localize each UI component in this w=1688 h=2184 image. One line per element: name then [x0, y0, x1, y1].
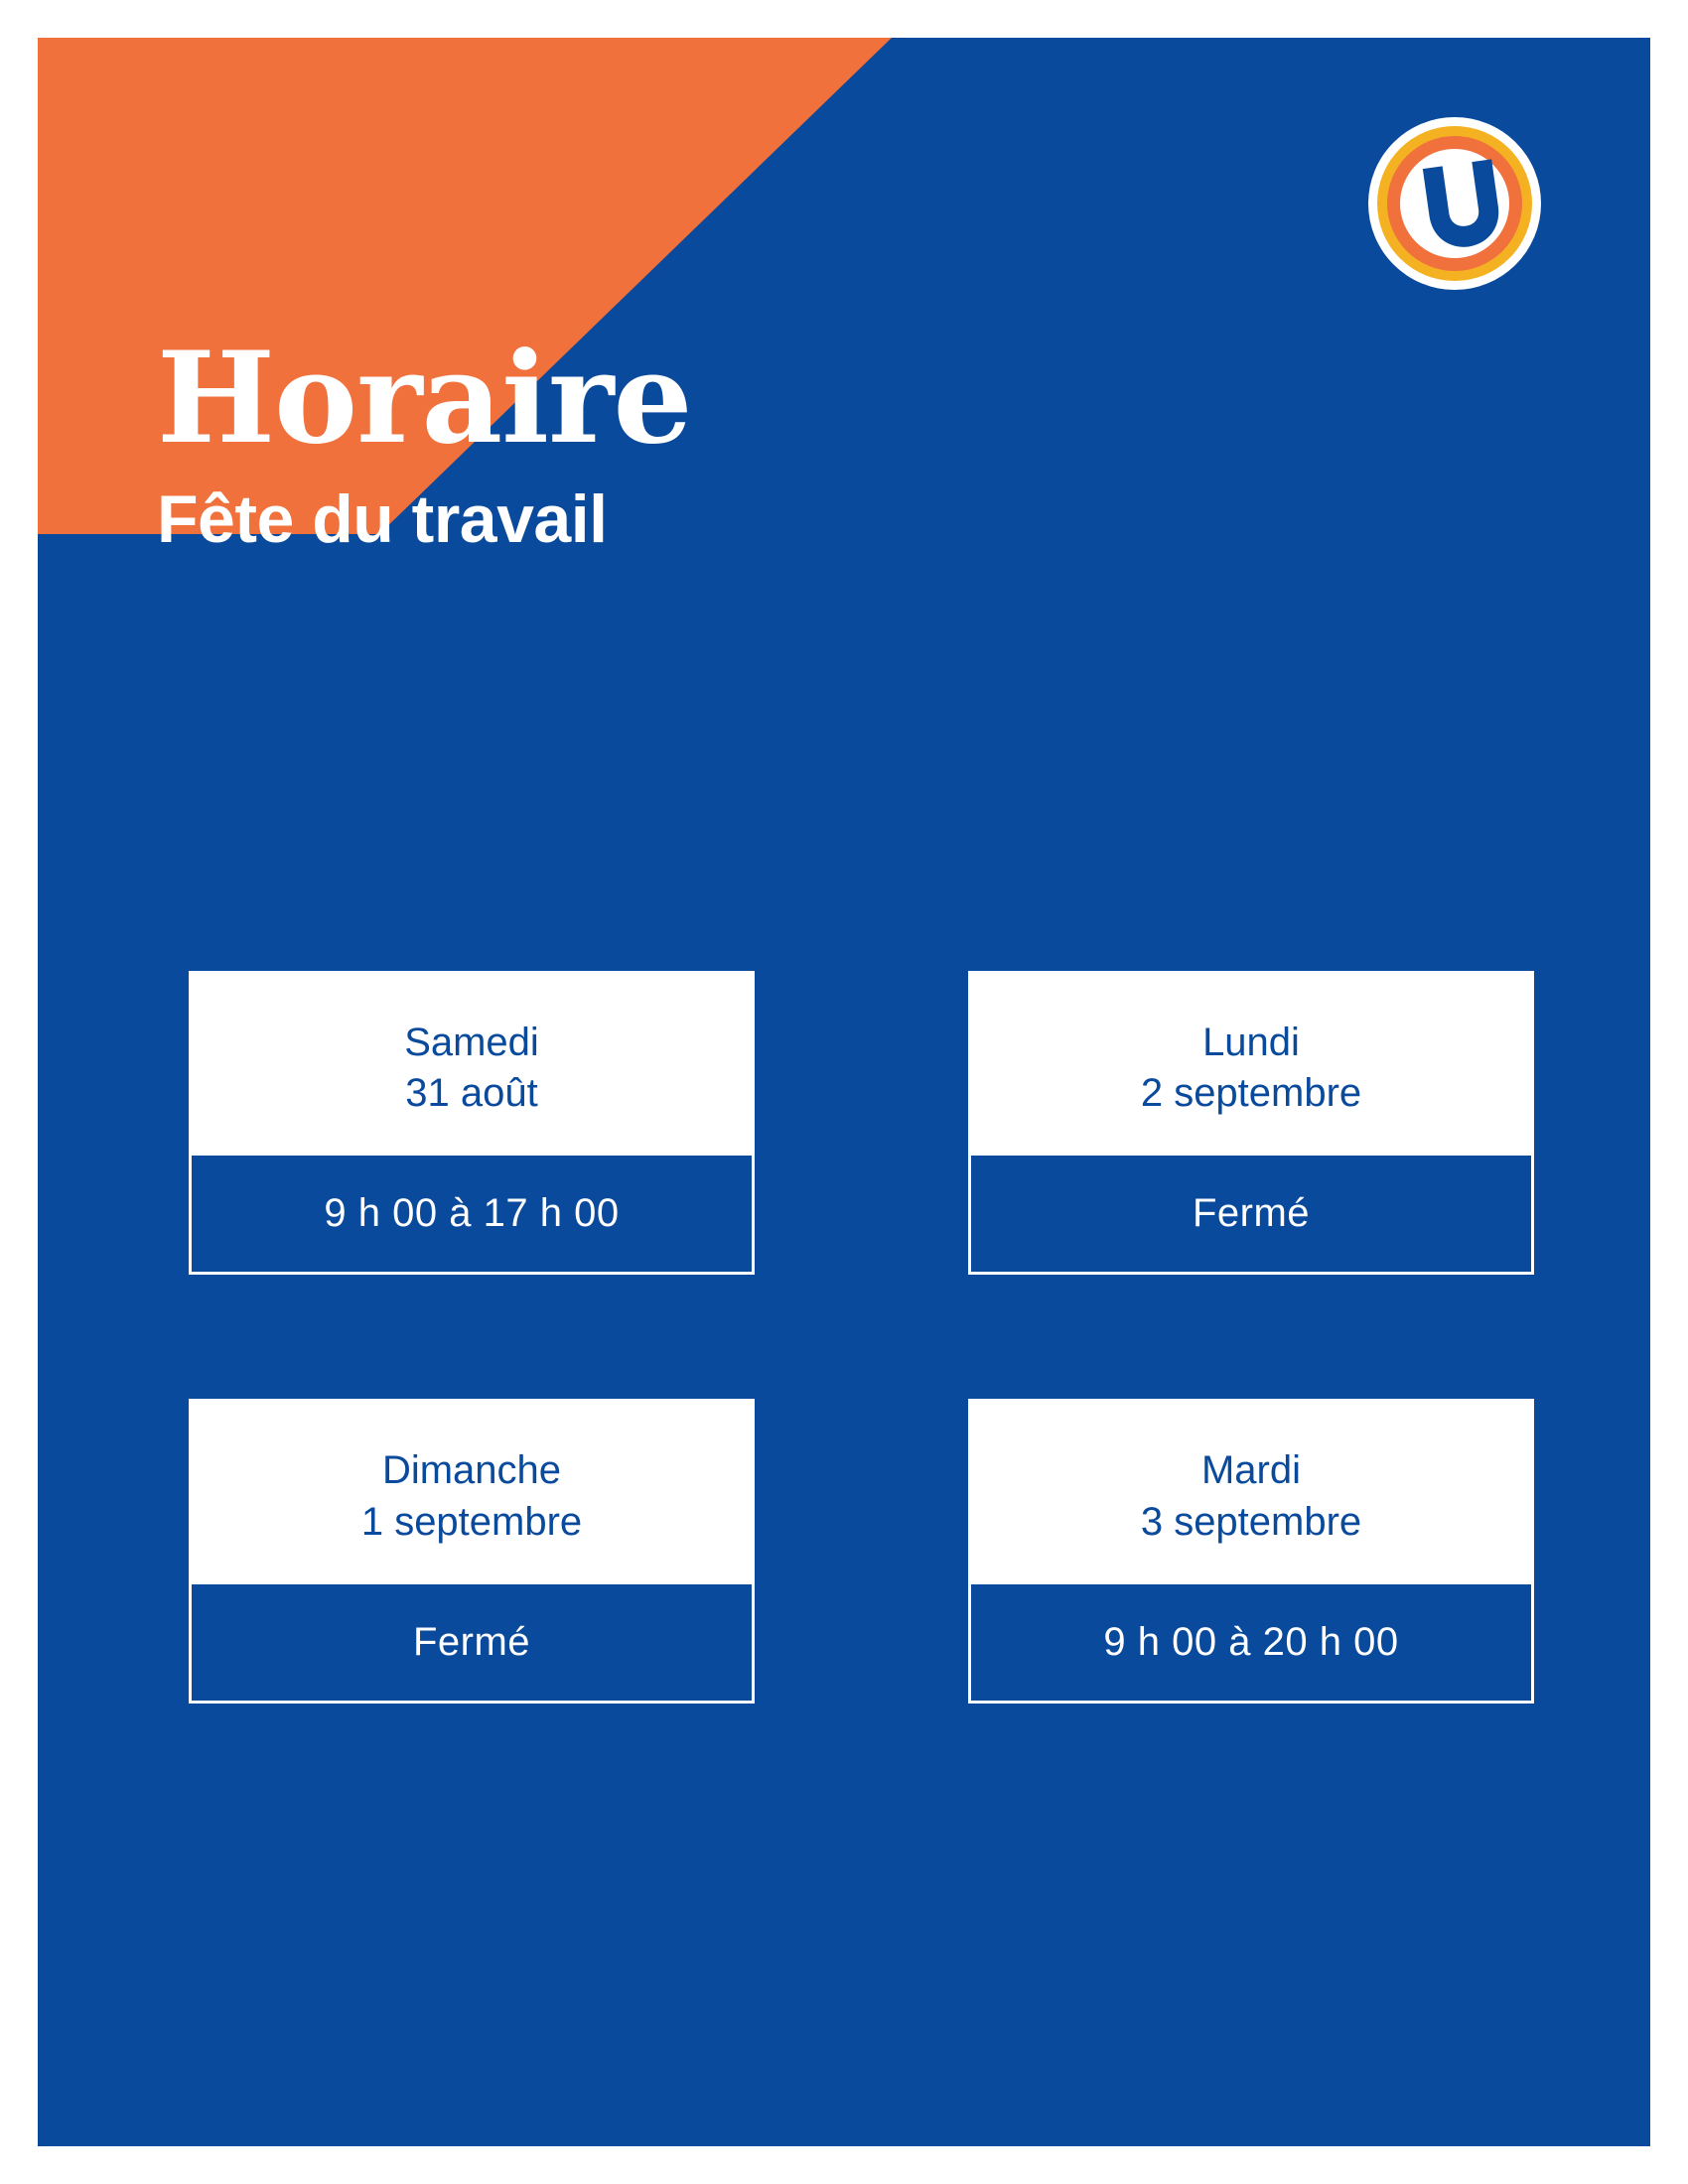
- schedule-grid: [189, 971, 1539, 1704]
- schedule-card-hours: 9 h 00 à 20 h 00: [971, 1581, 1531, 1701]
- schedule-card: [189, 971, 755, 1275]
- page-header: [157, 325, 1249, 557]
- schedule-card-hours: Fermé: [971, 1153, 1531, 1272]
- schedule-day-date: 1 septembre: [360, 1499, 583, 1544]
- page-subtitle: Fête du travail: [157, 481, 608, 557]
- schedule-day-name: Samedi: [404, 1021, 539, 1064]
- schedule-card-hours: 9 h 00 à 17 h 00: [192, 1153, 752, 1272]
- schedule-card: [968, 1399, 1534, 1703]
- schedule-card: [968, 971, 1534, 1275]
- schedule-day-date: 3 septembre: [1140, 1499, 1362, 1544]
- u-logo-icon: [1366, 115, 1543, 292]
- schedule-card-date: [192, 974, 752, 1153]
- schedule-card-hours: Fermé: [192, 1581, 752, 1701]
- schedule-day-name: Lundi: [1202, 1021, 1300, 1064]
- schedule-card-date: [192, 1402, 752, 1580]
- schedule-card-date: [971, 1402, 1531, 1580]
- poster: [38, 38, 1650, 2146]
- schedule-card-date: [971, 974, 1531, 1153]
- schedule-card: [189, 1399, 755, 1703]
- schedule-day-date: 31 août: [405, 1071, 538, 1116]
- schedule-day-name: Mardi: [1200, 1448, 1302, 1493]
- schedule-day-date: 2 septembre: [1140, 1071, 1362, 1116]
- schedule-day-name: Dimanche: [381, 1448, 562, 1493]
- page-title: Horaire: [157, 325, 692, 472]
